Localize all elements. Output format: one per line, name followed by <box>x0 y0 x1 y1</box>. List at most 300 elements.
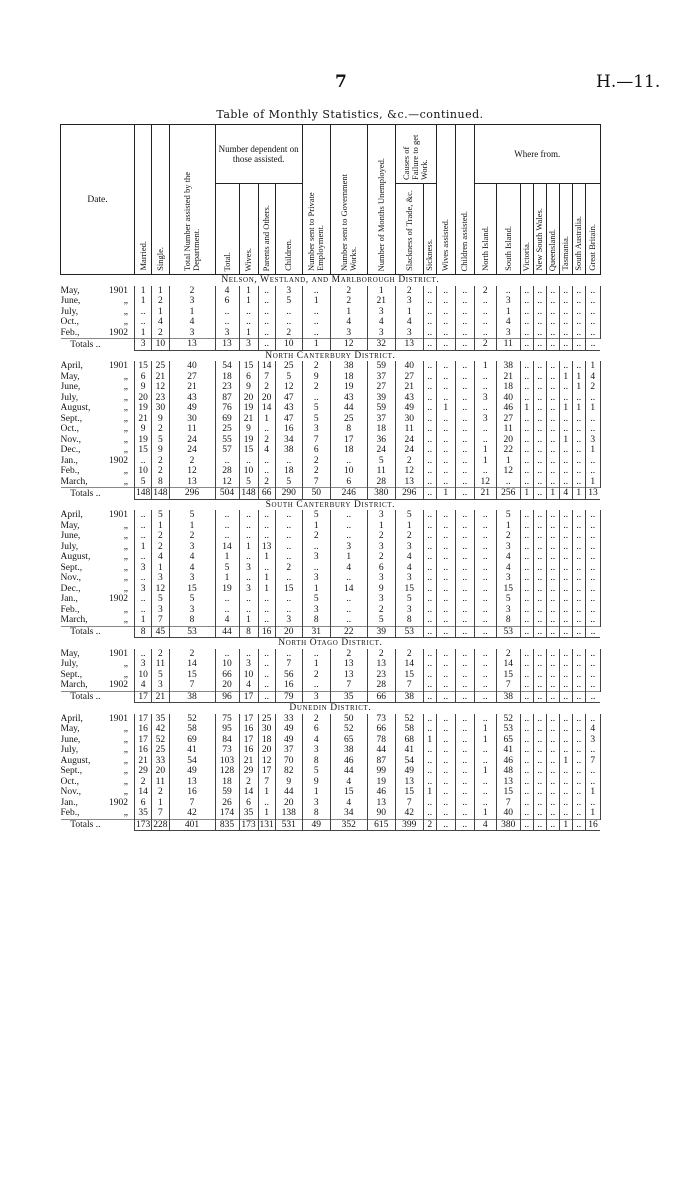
value-cell: 5 <box>275 372 302 383</box>
value-cell: 3 <box>239 339 258 351</box>
value-cell: 5 <box>496 510 520 521</box>
value-cell: .. <box>572 787 585 798</box>
value-cell: 2 <box>496 649 520 660</box>
value-cell: .. <box>546 296 559 307</box>
year-cell: „ <box>123 552 128 563</box>
value-cell: .. <box>533 435 546 446</box>
value-cell: .. <box>423 435 436 446</box>
value-cell: .. <box>239 317 258 328</box>
section-heading: North Canterbury District. <box>265 350 396 361</box>
value-cell: .. <box>533 542 546 553</box>
value-cell: 30 <box>395 414 423 425</box>
value-cell: .. <box>474 659 496 670</box>
value-cell: 6 <box>239 798 258 809</box>
month-cell: May, <box>60 371 80 382</box>
value-cell: .. <box>135 605 152 616</box>
value-cell: 20 <box>496 435 520 446</box>
value-cell: .. <box>258 680 275 691</box>
value-cell: 13 <box>330 659 367 670</box>
month-cell: Feb., <box>60 808 80 819</box>
value-cell: 46 <box>496 756 520 767</box>
year-cell: „ <box>123 403 128 414</box>
value-cell: 16 <box>258 626 275 638</box>
value-cell: .. <box>572 584 585 595</box>
value-cell: .. <box>423 756 436 767</box>
value-cell: 22 <box>496 445 520 456</box>
value-cell: .. <box>239 573 258 584</box>
value-cell: 9 <box>135 382 152 393</box>
value-cell: 2 <box>152 424 169 435</box>
value-cell: .. <box>533 808 546 819</box>
year-cell: „ <box>123 776 128 787</box>
value-cell: 18 <box>496 382 520 393</box>
value-cell: .. <box>559 542 572 553</box>
value-cell: .. <box>559 445 572 456</box>
value-cell: 7 <box>330 680 367 691</box>
value-cell: 4 <box>169 552 215 563</box>
month-cell: June, <box>60 382 81 393</box>
value-cell: 3 <box>302 605 330 616</box>
value-cell: 8 <box>135 626 152 638</box>
value-cell: 68 <box>395 735 423 746</box>
value-cell: 1 <box>474 361 496 372</box>
value-cell: .. <box>423 691 436 703</box>
value-cell: .. <box>436 339 455 351</box>
value-cell: 2 <box>395 649 423 660</box>
value-cell: .. <box>533 563 546 574</box>
months-unemployed-header: Number of Months Unemployed. <box>367 125 395 275</box>
value-cell: .. <box>330 573 367 584</box>
value-cell: 1 <box>152 798 169 809</box>
value-cell: 5 <box>135 477 152 488</box>
value-cell: .. <box>474 372 496 383</box>
value-cell: .. <box>455 605 474 616</box>
children-header: Children. <box>275 184 302 275</box>
value-cell: .. <box>572 615 585 626</box>
value-cell: 2 <box>330 649 367 660</box>
value-cell: .. <box>275 594 302 605</box>
value-cell: 7 <box>395 680 423 691</box>
value-cell: 256 <box>496 488 520 500</box>
value-cell: 12 <box>474 477 496 488</box>
value-cell: 45 <box>152 626 169 638</box>
value-cell: 4 <box>585 372 600 383</box>
value-cell: 8 <box>302 808 330 819</box>
value-cell: .. <box>572 466 585 477</box>
value-cell: 7 <box>152 615 169 626</box>
value-cell: .. <box>559 808 572 819</box>
value-cell: .. <box>474 626 496 638</box>
value-cell: .. <box>546 328 559 339</box>
value-cell: .. <box>275 456 302 467</box>
value-cell: 4 <box>330 777 367 788</box>
value-cell: .. <box>533 659 546 670</box>
value-cell: .. <box>455 798 474 809</box>
value-cell: .. <box>455 531 474 542</box>
value-cell: .. <box>559 563 572 574</box>
value-cell: .. <box>496 286 520 297</box>
value-cell: .. <box>423 626 436 638</box>
value-cell: 1 <box>474 735 496 746</box>
value-cell: .. <box>559 787 572 798</box>
value-cell: 18 <box>258 735 275 746</box>
value-cell: .. <box>455 382 474 393</box>
value-cell: .. <box>559 361 572 372</box>
value-cell: .. <box>533 724 546 735</box>
value-cell: .. <box>585 594 600 605</box>
value-cell: .. <box>533 573 546 584</box>
page-reference: H.—11. <box>596 72 661 92</box>
value-cell: .. <box>520 573 533 584</box>
value-cell: 1 <box>585 477 600 488</box>
statistics-sheet <box>60 124 601 831</box>
value-cell: .. <box>258 691 275 703</box>
value-cell: 3 <box>169 605 215 616</box>
value-cell: 10 <box>239 670 258 681</box>
value-cell: .. <box>330 510 367 521</box>
value-cell: .. <box>474 691 496 703</box>
value-cell: .. <box>585 414 600 425</box>
month-cell: Nov., <box>60 787 81 798</box>
value-cell: 3 <box>496 296 520 307</box>
table-title: Table of Monthly Statistics, &c.—continued. <box>216 108 484 121</box>
value-cell: 3 <box>135 584 152 595</box>
value-cell: 3 <box>135 339 152 351</box>
value-cell: 14 <box>258 403 275 414</box>
value-cell: 16 <box>135 745 152 756</box>
value-cell: .. <box>239 552 258 563</box>
value-cell: .. <box>546 724 559 735</box>
value-cell: .. <box>585 531 600 542</box>
value-cell: 4 <box>135 680 152 691</box>
value-cell: 8 <box>330 424 367 435</box>
value-cell: 46 <box>367 787 395 798</box>
value-cell: .. <box>436 466 455 477</box>
table-row <box>61 393 601 404</box>
value-cell: 8 <box>239 626 258 638</box>
value-cell: .. <box>423 510 436 521</box>
table-row <box>61 286 601 297</box>
value-cell: 17 <box>239 735 258 746</box>
value-cell: .. <box>559 584 572 595</box>
value-cell: 25 <box>330 414 367 425</box>
value-cell: .. <box>559 649 572 660</box>
value-cell: 14 <box>496 659 520 670</box>
value-cell: 1 <box>474 808 496 819</box>
slackness-header: Slackness of Trade, &c. <box>395 184 423 275</box>
value-cell: .. <box>559 594 572 605</box>
value-cell: .. <box>330 594 367 605</box>
value-cell: .. <box>474 307 496 318</box>
value-cell: .. <box>436 594 455 605</box>
value-cell: .. <box>546 659 559 670</box>
year-cell: „ <box>123 392 128 403</box>
value-cell: .. <box>275 552 302 563</box>
value-cell: 7 <box>169 798 215 809</box>
value-cell: .. <box>533 756 546 767</box>
value-cell: 49 <box>275 735 302 746</box>
value-cell: .. <box>520 296 533 307</box>
value-cell: 174 <box>215 808 239 819</box>
value-cell: .. <box>423 296 436 307</box>
value-cell: 1 <box>258 552 275 563</box>
value-cell: 38 <box>496 361 520 372</box>
value-cell: 18 <box>275 466 302 477</box>
value-cell: .. <box>436 808 455 819</box>
value-cell: 5 <box>302 510 330 521</box>
value-cell: 36 <box>367 435 395 446</box>
value-cell: .. <box>474 435 496 446</box>
value-cell: 2 <box>474 286 496 297</box>
value-cell: 12 <box>169 466 215 477</box>
value-cell: 5 <box>275 296 302 307</box>
value-cell: .. <box>275 649 302 660</box>
value-cell: .. <box>474 615 496 626</box>
value-cell: 73 <box>215 745 239 756</box>
value-cell: .. <box>455 670 474 681</box>
value-cell: .. <box>215 531 239 542</box>
value-cell: .. <box>302 317 330 328</box>
value-cell: 1 <box>585 787 600 798</box>
month-cell: July, <box>60 306 79 317</box>
value-cell: 17 <box>135 735 152 746</box>
year-cell: „ <box>123 615 128 626</box>
value-cell: .. <box>215 521 239 532</box>
value-cell: .. <box>423 382 436 393</box>
value-cell: 2 <box>330 286 367 297</box>
value-cell: 10 <box>135 670 152 681</box>
value-cell: .. <box>215 594 239 605</box>
month-cell: Dec., <box>60 445 81 456</box>
year-cell: „ <box>123 445 128 456</box>
value-cell: .. <box>520 766 533 777</box>
value-cell: .. <box>533 424 546 435</box>
value-cell: .. <box>520 563 533 574</box>
value-cell: .. <box>520 787 533 798</box>
value-cell: .. <box>455 584 474 595</box>
value-cell: 1 <box>135 542 152 553</box>
value-cell: .. <box>520 361 533 372</box>
table-row <box>61 542 601 553</box>
value-cell: .. <box>330 605 367 616</box>
value-cell: .. <box>455 307 474 318</box>
value-cell: .. <box>572 724 585 735</box>
value-cell: 25 <box>215 424 239 435</box>
value-cell: 7 <box>169 680 215 691</box>
year-cell: „ <box>123 306 128 317</box>
value-cell: 1 <box>258 808 275 819</box>
value-cell: 3 <box>302 573 330 584</box>
value-cell: 2 <box>239 777 258 788</box>
value-cell: 4 <box>395 552 423 563</box>
value-cell: .. <box>474 328 496 339</box>
value-cell: .. <box>572 456 585 467</box>
value-cell: 1 <box>572 382 585 393</box>
value-cell: .. <box>423 488 436 500</box>
year-cell: „ <box>123 734 128 745</box>
year-cell: „ <box>123 531 128 542</box>
value-cell: 246 <box>330 488 367 500</box>
value-cell: 4 <box>239 680 258 691</box>
wives-header: Wives. <box>239 184 258 275</box>
year-cell: „ <box>123 808 128 819</box>
value-cell: 3 <box>367 307 395 318</box>
value-cell: 65 <box>330 735 367 746</box>
value-cell: .. <box>474 670 496 681</box>
value-cell: 1 <box>559 403 572 414</box>
value-cell: 3 <box>215 328 239 339</box>
value-cell: .. <box>520 510 533 521</box>
value-cell: .. <box>474 563 496 574</box>
year-cell: 1902 <box>109 680 128 691</box>
value-cell: .. <box>585 659 600 670</box>
value-cell: .. <box>533 615 546 626</box>
value-cell: .. <box>533 531 546 542</box>
value-cell: 3 <box>169 296 215 307</box>
value-cell: .. <box>455 691 474 703</box>
value-cell: .. <box>496 477 520 488</box>
value-cell: 58 <box>395 724 423 735</box>
value-cell: 21 <box>239 414 258 425</box>
value-cell: 173 <box>136 819 151 830</box>
value-cell: .. <box>455 286 474 297</box>
value-cell: 25 <box>152 361 169 372</box>
year-cell: 1901 <box>109 361 128 372</box>
value-cell: .. <box>559 286 572 297</box>
queensland-header: Queensland. <box>546 184 559 275</box>
value-cell: .. <box>520 605 533 616</box>
value-cell: 1 <box>302 659 330 670</box>
value-cell: 12 <box>330 339 367 351</box>
value-cell: .. <box>533 477 546 488</box>
value-cell: 49 <box>395 403 423 414</box>
value-cell: 1 <box>302 296 330 307</box>
table-row <box>61 552 601 563</box>
table-row <box>61 307 601 318</box>
value-cell: 1 <box>239 296 258 307</box>
month-cell: April, <box>60 713 83 724</box>
value-cell: 38 <box>330 745 367 756</box>
month-cell: Feb., <box>60 466 80 477</box>
month-cell: March, <box>60 476 88 487</box>
value-cell: .. <box>455 626 474 638</box>
value-cell: 5 <box>169 510 215 521</box>
value-cell: 5 <box>152 594 169 605</box>
value-cell: .. <box>436 372 455 383</box>
value-cell: 5 <box>496 594 520 605</box>
value-cell: 37 <box>275 745 302 756</box>
value-cell: .. <box>239 456 258 467</box>
value-cell: 30 <box>152 403 169 414</box>
value-cell: 12 <box>152 584 169 595</box>
value-cell: .. <box>520 745 533 756</box>
value-cell: .. <box>215 307 239 318</box>
value-cell: .. <box>239 605 258 616</box>
value-cell: .. <box>135 510 152 521</box>
value-cell: 5 <box>302 594 330 605</box>
value-cell: 90 <box>367 808 395 819</box>
value-cell: 40 <box>169 361 215 372</box>
value-cell: 3 <box>496 605 520 616</box>
year-cell: 1902 <box>109 594 128 605</box>
value-cell: .. <box>455 521 474 532</box>
value-cell: 2 <box>302 531 330 542</box>
value-cell: 21 <box>152 691 169 703</box>
value-cell: 4 <box>152 552 169 563</box>
value-cell: 6 <box>330 477 367 488</box>
value-cell: .. <box>520 808 533 819</box>
value-cell: 11 <box>152 777 169 788</box>
value-cell: 87 <box>215 393 239 404</box>
value-cell: 4 <box>496 552 520 563</box>
value-cell: 16 <box>585 819 600 831</box>
value-cell: 128 <box>215 766 239 777</box>
value-cell: .. <box>423 328 436 339</box>
value-cell: 1 <box>258 584 275 595</box>
value-cell: .. <box>135 317 152 328</box>
value-cell: .. <box>520 382 533 393</box>
value-cell: .. <box>423 777 436 788</box>
value-cell: .. <box>546 680 559 691</box>
value-cell: .. <box>559 735 572 746</box>
month-cell: July, <box>60 392 79 403</box>
value-cell: 1 <box>496 307 520 318</box>
victoria-header: Victoria. <box>520 184 533 275</box>
value-cell: 21 <box>474 488 496 500</box>
value-cell: .. <box>455 435 474 446</box>
value-cell: 4 <box>559 488 572 500</box>
value-cell: .. <box>559 424 572 435</box>
value-cell: 3 <box>302 798 330 809</box>
table-row <box>61 798 601 809</box>
value-cell: .. <box>436 435 455 446</box>
value-cell: .. <box>533 766 546 777</box>
value-cell: .. <box>520 626 533 638</box>
value-cell: 9 <box>152 445 169 456</box>
table-row <box>61 649 601 660</box>
table-row <box>61 328 601 339</box>
value-cell: 9 <box>302 777 330 788</box>
value-cell: .. <box>585 466 600 477</box>
value-cell: 4 <box>215 615 239 626</box>
value-cell: 228 <box>153 819 168 830</box>
value-cell: .. <box>455 615 474 626</box>
value-cell: 1 <box>520 488 533 500</box>
value-cell: .. <box>275 542 302 553</box>
table-row <box>61 756 601 767</box>
value-cell: .. <box>436 414 455 425</box>
table-row <box>61 361 601 372</box>
value-cell: .. <box>572 808 585 819</box>
value-cell: .. <box>436 317 455 328</box>
value-cell: 73 <box>367 714 395 725</box>
value-cell: 95 <box>215 724 239 735</box>
value-cell: 44 <box>215 626 239 638</box>
value-cell: .. <box>423 798 436 809</box>
value-cell: .. <box>533 445 546 456</box>
value-cell: 11 <box>152 659 169 670</box>
value-cell: 2 <box>302 670 330 681</box>
value-cell: .. <box>546 735 559 746</box>
value-cell: .. <box>520 393 533 404</box>
value-cell: .. <box>520 724 533 735</box>
value-cell: .. <box>572 521 585 532</box>
value-cell: 10 <box>152 339 169 351</box>
value-cell: .. <box>275 531 302 542</box>
value-cell: .. <box>559 307 572 318</box>
value-cell: 13 <box>367 659 395 670</box>
value-cell: 49 <box>169 766 215 777</box>
